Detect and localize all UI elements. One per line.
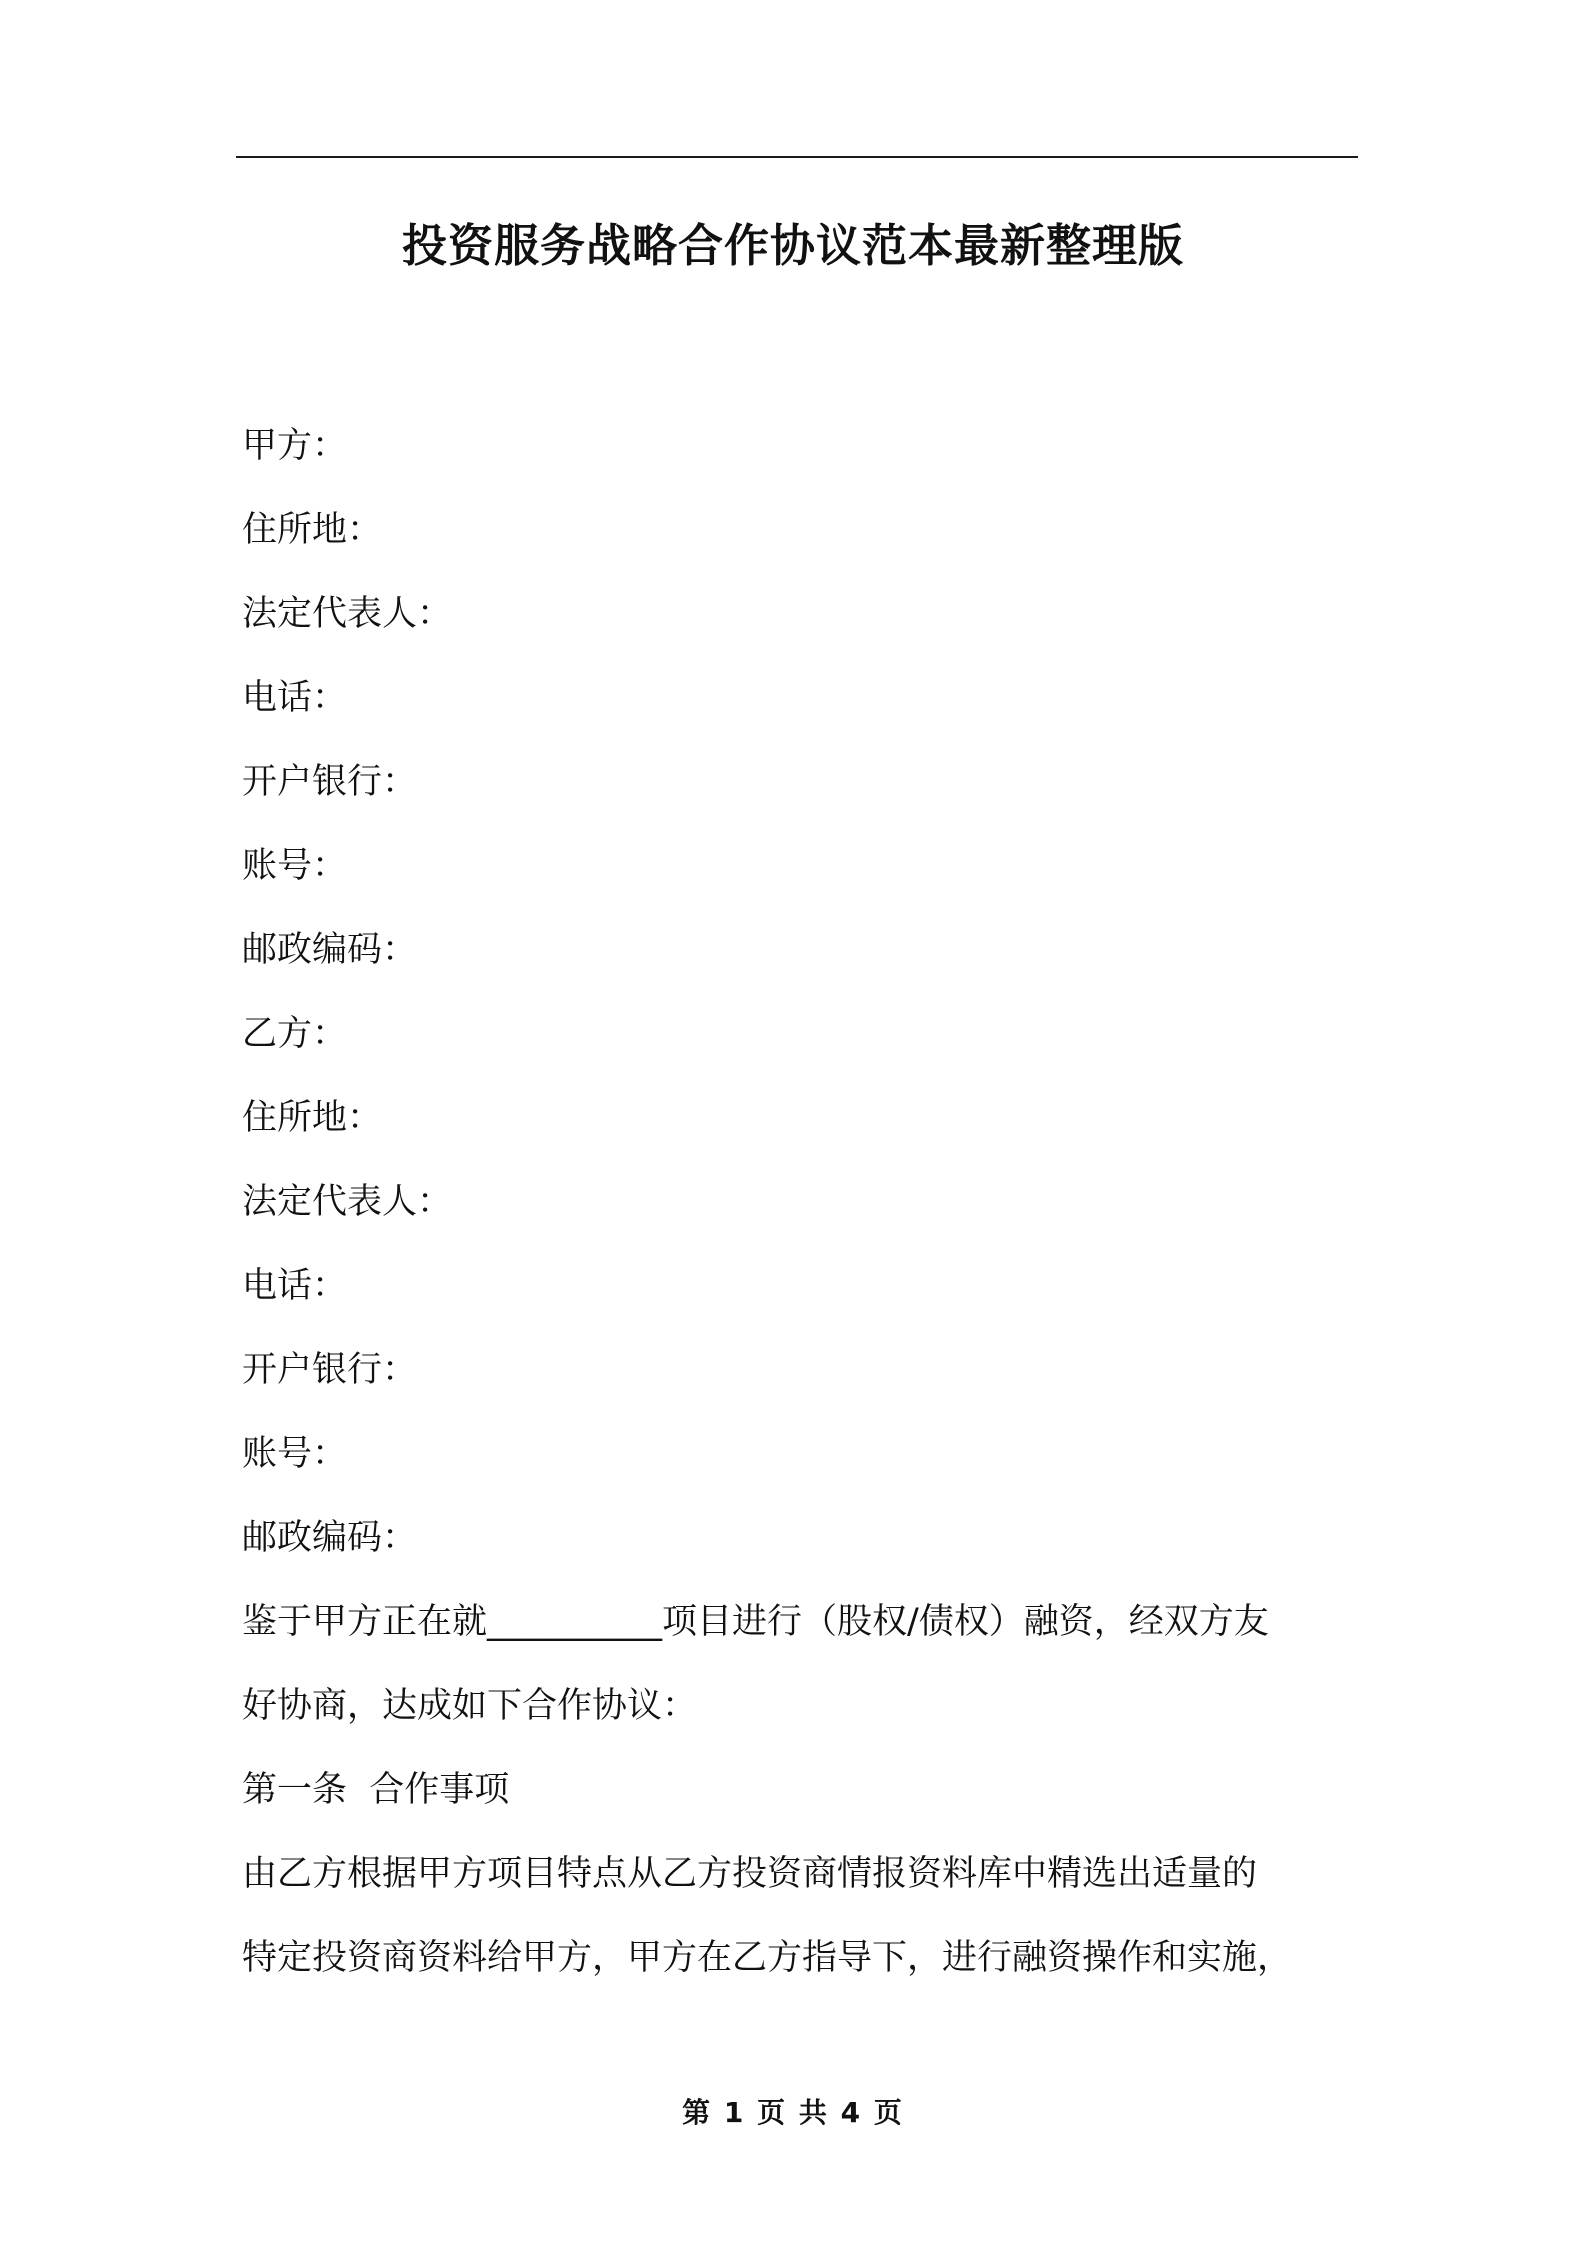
- party-a-label: 甲方：: [242, 426, 348, 466]
- party-a-phone-label: 电话：: [242, 678, 348, 718]
- party-b-label: 乙方：: [242, 1014, 348, 1054]
- preamble-line-1: 鉴于甲方正在就__________项目进行（股权/债权）融资，经双方友: [242, 1602, 1269, 1642]
- article-1-line-2: 特定投资商资料给甲方，甲方在乙方指导下，进行融资操作和实施，: [242, 1938, 1293, 1978]
- party-a-bank-label: 开户银行：: [242, 762, 418, 802]
- party-a-address-label: 住所地：: [242, 510, 383, 550]
- preamble-line-2: 好协商，达成如下合作协议：: [242, 1686, 698, 1726]
- party-b-legal-rep-label: 法定代表人：: [242, 1182, 453, 1222]
- party-b-postal-label: 邮政编码：: [242, 1518, 418, 1558]
- document-body: [242, 404, 1358, 2000]
- document-title: 投资服务战略合作协议范本最新整理版: [401, 219, 1184, 272]
- party-b-phone-label: 电话：: [242, 1266, 348, 1306]
- article-1-heading: 第一条 合作事项: [242, 1770, 510, 1810]
- party-a-legal-rep-label: 法定代表人：: [242, 594, 453, 634]
- party-a-postal-label: 邮政编码：: [242, 930, 418, 970]
- party-b-bank-label: 开户银行：: [242, 1350, 418, 1390]
- party-b-account-label: 账号：: [242, 1434, 348, 1474]
- article-1-line-1: 由乙方根据甲方项目特点从乙方投资商情报资料库中精选出适量的: [242, 1854, 1258, 1894]
- party-b-address-label: 住所地：: [242, 1098, 383, 1138]
- page-indicator: 第 1 页 共 4 页: [682, 2096, 904, 2129]
- header-rule: [236, 156, 1358, 158]
- party-a-account-label: 账号：: [242, 846, 348, 886]
